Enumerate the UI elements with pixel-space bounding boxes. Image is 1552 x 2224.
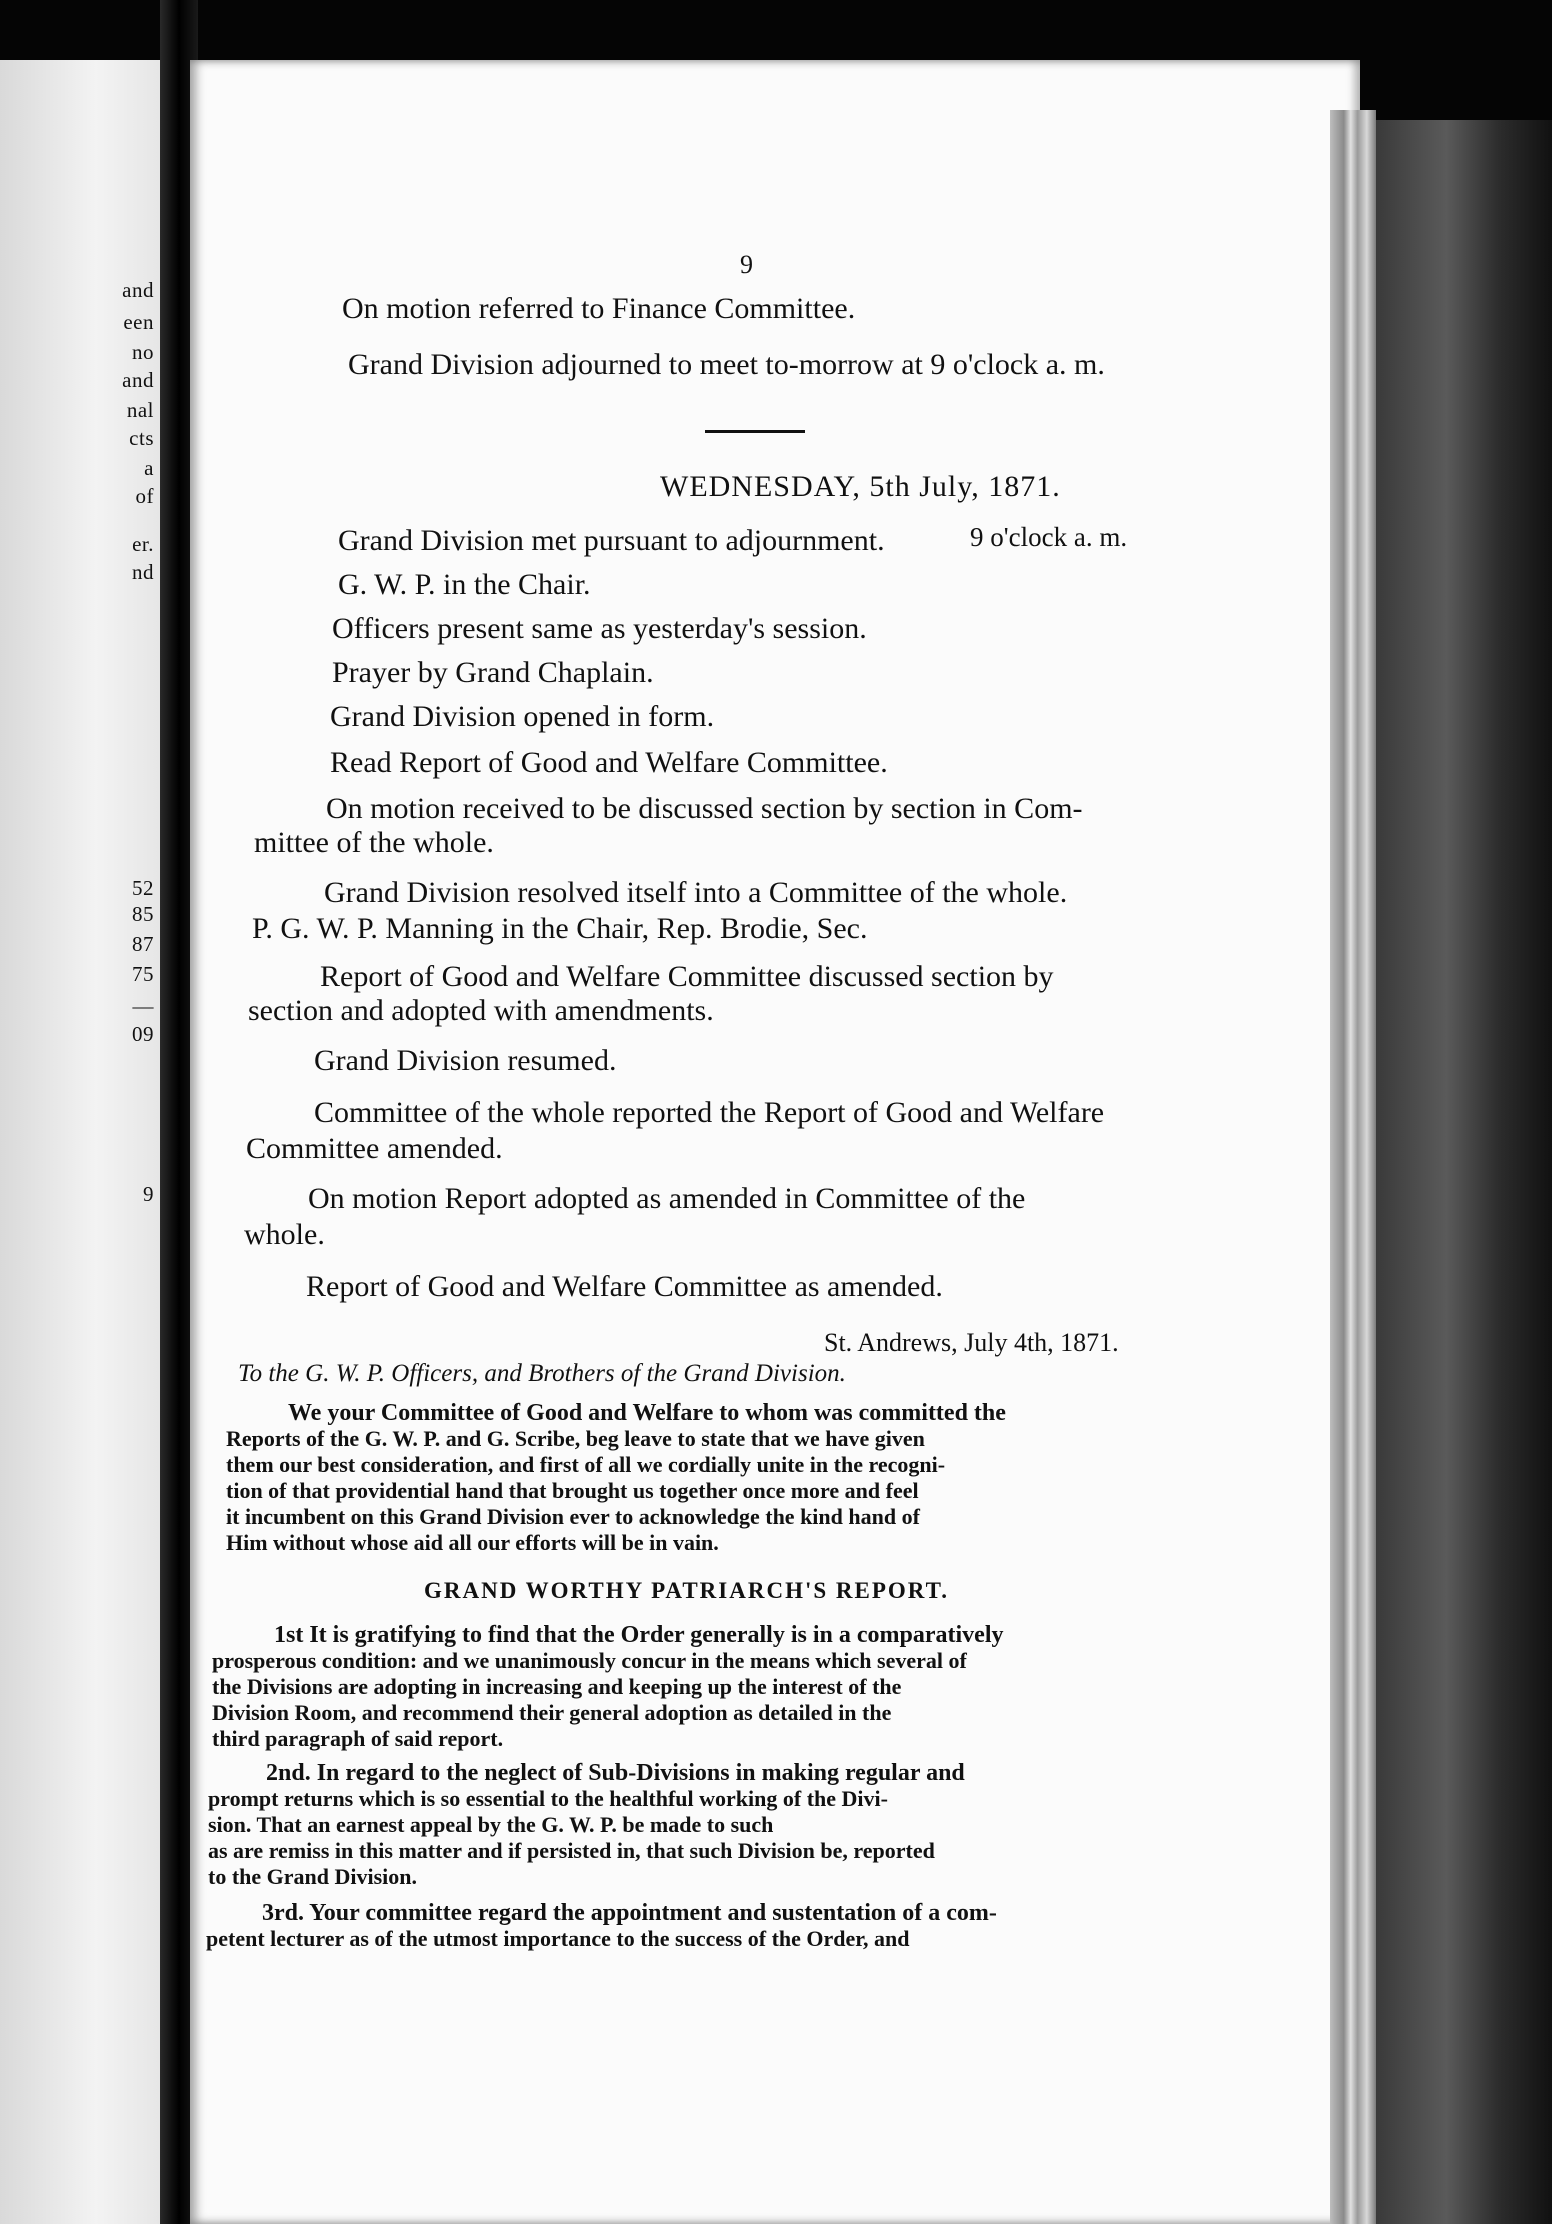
left-fragment-text: cts (129, 426, 154, 450)
text-line: prompt returns which is so essential to the healthful working of the Divi- (208, 1786, 888, 1811)
date-heading: WEDNESDAY, 5th July, 1871. (660, 470, 1061, 503)
text-line: third paragraph of said report. (212, 1726, 504, 1751)
page-edge-shadow (1330, 110, 1376, 2224)
text-line: petent lecturer as of the utmost importance to the success of the Order, and (206, 1926, 910, 1951)
text-line: G. W. P. in the Chair. (338, 568, 591, 601)
letter-salutation: To the G. W. P. Officers, and Brothers of the Grand Division. (238, 1360, 846, 1387)
left-fragment-text: 87 (132, 932, 154, 956)
left-fragment-text: of (135, 484, 154, 508)
text-line: it incumbent on this Grand Division ever to acknowledge the kind hand of (226, 1504, 920, 1529)
text-line: section and adopted with amendments. (248, 994, 714, 1027)
text-line: Prayer by Grand Chaplain. (332, 656, 654, 689)
text-line: them our best consideration, and first of all we cordially unite in the recogni- (226, 1452, 946, 1477)
left-fragment-text: nal (126, 398, 154, 422)
text-line: On motion Report adopted as amended in Committee of the (308, 1182, 1026, 1215)
text-line: Grand Division opened in form. (330, 700, 715, 733)
left-fragment-text: — (132, 994, 154, 1018)
text-line: P. G. W. P. Manning in the Chair, Rep. Brodie, Sec. (252, 912, 868, 945)
text-line: mittee of the whole. (254, 826, 494, 859)
text-line: sion. That an earnest appeal by the G. W. P. be made to such (208, 1812, 774, 1837)
background-right (1376, 120, 1552, 2224)
text-line: We your Committee of Good and Welfare to whom was committed the (288, 1400, 1006, 1426)
text-line: 1st It is gratifying to find that the Order generally is in a comparatively (274, 1622, 1004, 1648)
left-facing-page (0, 60, 160, 2224)
text-line: 3rd. Your committee regard the appointment and sustentation of a com- (262, 1900, 997, 1926)
left-fragment-text: 09 (132, 1022, 154, 1046)
page-number: 9 (740, 250, 753, 279)
text-line: 2nd. In regard to the neglect of Sub-Divisions in making regular and (266, 1760, 965, 1786)
text-line: Him without whose aid all our efforts will be in vain. (226, 1530, 719, 1555)
text-line: Read Report of Good and Welfare Committee. (330, 746, 888, 779)
left-fragment-text: 85 (132, 902, 154, 926)
report-heading: GRAND WORTHY PATRIARCH'S REPORT. (424, 1578, 949, 1603)
section-divider (705, 430, 805, 433)
text-line: Grand Division resolved itself into a Committee of the whole. (324, 876, 1068, 909)
text-line: prosperous condition: and we unanimously concur in the means which several of (212, 1648, 967, 1673)
text-line: to the Grand Division. (208, 1864, 418, 1889)
left-fragment-text: and (122, 278, 154, 302)
text-line: tion of that providential hand that brought us together once more and feel (226, 1478, 919, 1503)
text-line: On motion referred to Finance Committee. (342, 292, 856, 325)
left-fragment-text: 52 (132, 876, 154, 900)
text-line: Report of Good and Welfare Committee as amended. (306, 1270, 943, 1303)
text-line: On motion received to be discussed section by section in Com- (326, 792, 1083, 825)
left-fragment-text: and (122, 368, 154, 392)
text-line: Grand Division adjourned to meet to-morrow at 9 o'clock a. m. (348, 348, 1105, 381)
text-line: Committee of the whole reported the Report of Good and Welfare (314, 1096, 1105, 1129)
left-fragment-text: een (123, 310, 154, 334)
text-line: Report of Good and Welfare Committee discussed section by (320, 960, 1054, 993)
left-fragment-text: er. (132, 532, 154, 556)
left-fragment-text: no (132, 340, 154, 364)
left-fragment-text: 9 (143, 1182, 154, 1206)
text-line: Officers present same as yesterday's session. (332, 612, 867, 645)
left-fragment-text: nd (132, 560, 154, 584)
text-line: Grand Division met pursuant to adjournment. (338, 524, 885, 557)
text-line: whole. (244, 1218, 325, 1251)
text-line: Committee amended. (246, 1132, 503, 1165)
text-line: Grand Division resumed. (314, 1044, 617, 1077)
text-line: Division Room, and recommend their general adoption as detailed in the (212, 1700, 892, 1725)
time-note: 9 o'clock a. m. (970, 522, 1128, 552)
left-fragment-text: 75 (132, 962, 154, 986)
text-line: Reports of the G. W. P. and G. Scribe, beg leave to state that we have given (226, 1426, 925, 1451)
text-line: as are remiss in this matter and if persisted in, that such Division be, reported (208, 1838, 935, 1863)
letter-dateline: St. Andrews, July 4th, 1871. (824, 1328, 1119, 1357)
left-fragment-text: a (144, 456, 154, 480)
text-line: the Divisions are adopting in increasing and keeping up the interest of the (212, 1674, 902, 1699)
